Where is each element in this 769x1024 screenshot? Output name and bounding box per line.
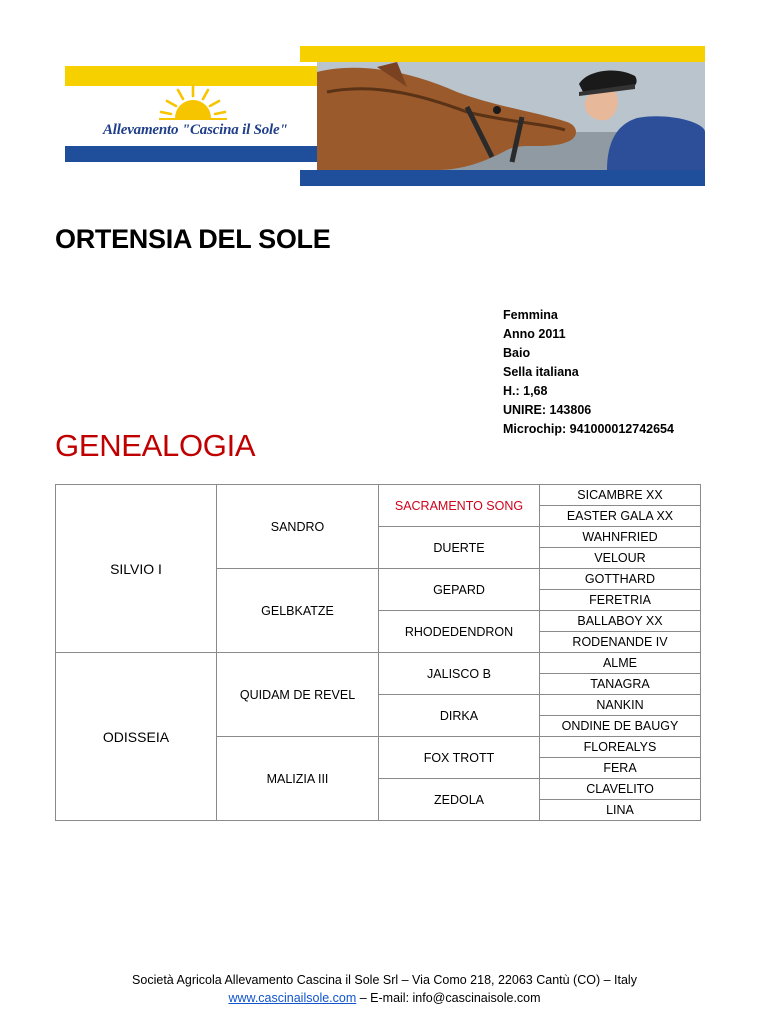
logo-text: Allevamento "Cascina il Sole" (103, 122, 288, 138)
gen4-ancestor: FERETRIA (540, 590, 701, 611)
yellow-band-top (300, 46, 705, 62)
genealogy-heading: GENEALOGIA (55, 428, 256, 463)
company-address: Società Agricola Allevamento Cascina il Sole Srl – Via Como 218, 22063 Cantù (CO) – Italy (132, 973, 637, 987)
gen3-ancestor: DUERTE (379, 527, 540, 569)
gen4-ancestor: FERA (540, 758, 701, 779)
height: H.: 1,68 (503, 384, 548, 398)
blue-band-left (65, 146, 317, 162)
yellow-band-left (65, 66, 317, 86)
contact-line (0, 989, 769, 1007)
gen4-ancestor: NANKIN (540, 695, 701, 716)
sex: Femmina (503, 308, 558, 322)
gen4-ancestor: EASTER GALA XX (540, 506, 701, 527)
gen4-ancestor: RODENANDE IV (540, 632, 701, 653)
birth-year: Anno 2011 (503, 327, 566, 341)
gen4-ancestor: SICAMBRE XX (540, 485, 701, 506)
horse-details (503, 306, 674, 439)
dam-dam: MALIZIA III (217, 737, 379, 821)
gen4-ancestor: CLAVELITO (540, 779, 701, 800)
microchip: Microchip: 941000012742654 (503, 422, 674, 436)
gen4-ancestor: ALME (540, 653, 701, 674)
coat: Baio (503, 346, 531, 360)
pedigree-table (55, 484, 701, 821)
email-text: – E-mail: info@cascinaisole.com (356, 991, 541, 1005)
horse-photo (317, 62, 705, 170)
blue-band-bottom (300, 170, 705, 186)
website-link[interactable]: www.cascinailsole.com (228, 991, 357, 1005)
horse-name: ORTENSIA DEL SOLE (55, 224, 331, 254)
gen3-ancestor: FOX TROTT (379, 737, 540, 779)
gen4-ancestor: BALLABOY XX (540, 611, 701, 632)
gen4-ancestor: ONDINE DE BAUGY (540, 716, 701, 737)
sire-sire: SANDRO (217, 485, 379, 569)
gen3-ancestor: ZEDOLA (379, 779, 540, 821)
sun-icon (153, 84, 233, 120)
gen4-ancestor: LINA (540, 800, 701, 821)
gen4-ancestor: WAHNFRIED (540, 527, 701, 548)
logo (83, 84, 313, 146)
gen3-ancestor: SACRAMENTO SONG (379, 485, 540, 527)
dam: ODISSEIA (56, 653, 217, 821)
sire: SILVIO I (56, 485, 217, 653)
sire-dam: GELBKATZE (217, 569, 379, 653)
gen3-ancestor: JALISCO B (379, 653, 540, 695)
dam-sire: QUIDAM DE REVEL (217, 653, 379, 737)
gen4-ancestor: FLOREALYS (540, 737, 701, 758)
gen4-ancestor: TANAGRA (540, 674, 701, 695)
footer (0, 971, 769, 1007)
gen4-ancestor: VELOUR (540, 548, 701, 569)
unire-number: UNIRE: 143806 (503, 403, 592, 417)
gen3-ancestor: GEPARD (379, 569, 540, 611)
gen3-ancestor: RHODEDENDRON (379, 611, 540, 653)
gen3-ancestor: DIRKA (379, 695, 540, 737)
gen4-ancestor: GOTTHARD (540, 569, 701, 590)
breed: Sella italiana (503, 365, 579, 379)
header-banner (65, 46, 705, 186)
